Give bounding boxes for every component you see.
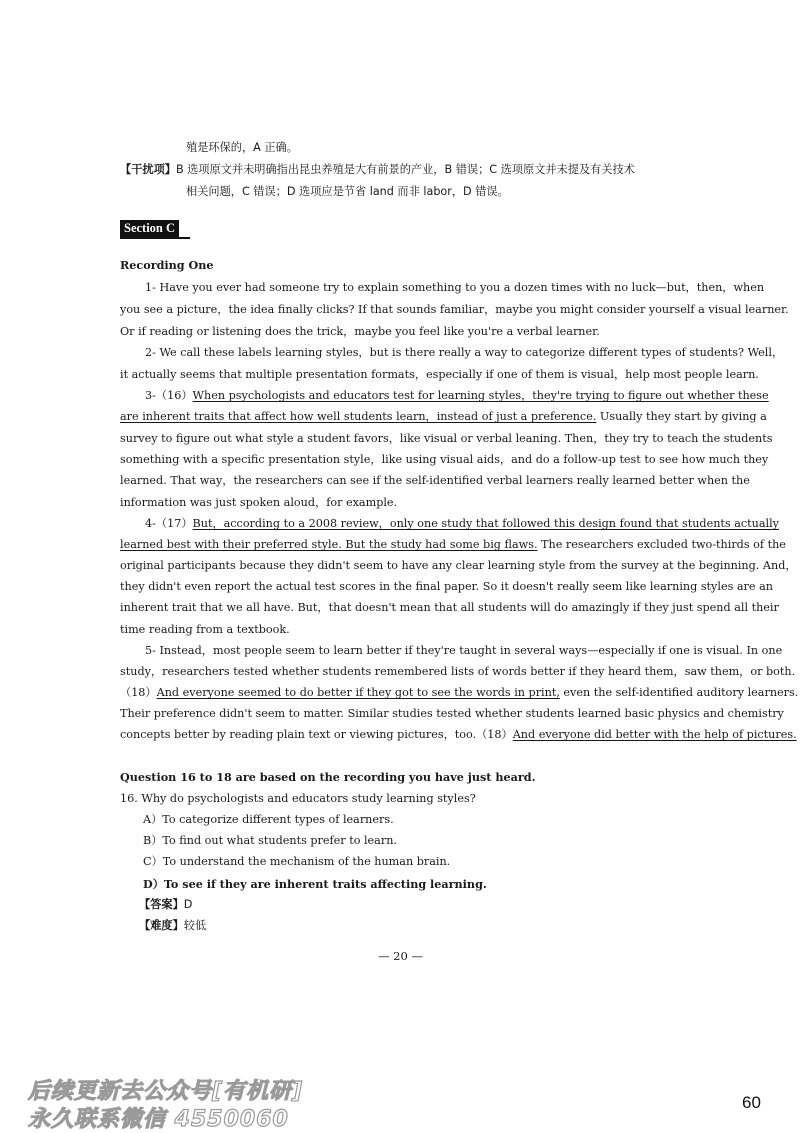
paragraph-3-line-6: information was just spoken aloud，for example. <box>120 496 398 509</box>
answer-value: D <box>183 898 193 911</box>
paragraph-1-line-3: Or if reading or listening does the trick，maybe you feel like you're a verbal learner. <box>120 325 600 338</box>
interference-text-1: B 选项原文并未明确指出昆虫养殖是大有前景的产业，B 错误；C 选项原文并未提及有关技术 <box>175 163 635 176</box>
paragraph-1-line-2: you see a picture，the idea finally clicks? If that sounds familiar，maybe you might consider yourself a visual learner. <box>120 303 789 316</box>
key-sentence: learned best with their preferred style. But the study had some big flaws. <box>120 538 538 551</box>
interference-label: 【干扰项】 <box>120 163 176 176</box>
question-ref: 4-（17） <box>145 517 193 530</box>
section-underline <box>120 237 190 239</box>
paragraph-4-line-1 <box>145 517 779 531</box>
option-b: B）To find out what students prefer to learn. <box>143 834 397 847</box>
paragraph-5-line-1: 5- Instead，most people seem to learn better if they're taught in several ways—especially if one is visual. In one <box>145 644 783 657</box>
paragraph-4-line-5: inherent trait that we all have. But，that doesn't mean that all students will do amazingly if they just spend all their <box>120 601 779 614</box>
paragraph-4-line-6: time reading from a textbook. <box>120 623 290 636</box>
question-ref: （18） <box>120 686 157 699</box>
sentence-text: even the self-identified auditory learners. <box>559 686 799 699</box>
paragraph-5-line-2: study，researchers tested whether students remembered lists of words better if they heard them，saw them，or both. <box>120 665 796 678</box>
sentence-text: Usually they start by giving a <box>596 410 767 423</box>
watermark-line-1: 后续更新去公众号[有机研] <box>28 1079 304 1104</box>
paragraph-2-line-2: it actually seems that multiple presentation formats，especially if one of them is visual，help most people learn. <box>120 368 759 381</box>
difficulty-value: 较低 <box>183 919 207 932</box>
sentence-text: concepts better by reading plain text or viewing pictures，too.（18） <box>120 728 513 741</box>
interference-note <box>120 163 635 177</box>
answer-label: 【答案】 <box>139 898 184 911</box>
page-number: — 20 — <box>378 949 423 963</box>
sentence-text: The researchers excluded two-thirds of the <box>537 538 786 551</box>
paragraph-3-line-1 <box>145 389 769 403</box>
question-ref: 3-（16） <box>145 389 193 402</box>
key-sentence: When psychologists and educators test for learning styles，they're trying to figure out whether these <box>192 389 769 402</box>
recording-title: Recording One <box>120 258 214 272</box>
difficulty-line <box>139 919 206 933</box>
paragraph-4-line-2 <box>120 538 786 552</box>
key-sentence: And everyone did better with the help of pictures. <box>512 728 797 741</box>
paragraph-5-line-5 <box>120 728 797 742</box>
key-sentence: are inherent traits that affect how well students learn，instead of just a preference. <box>120 410 597 423</box>
paragraph-5-line-3 <box>120 686 799 700</box>
option-c: C）To understand the mechanism of the human brain. <box>143 855 451 868</box>
paragraph-4-line-3: original participants because they didn't seem to have any clear learning style from the survey at the beginning. And， <box>120 559 797 572</box>
option-d: D）To see if they are inherent traits affecting learning. <box>143 877 487 891</box>
question-16-stem: 16. Why do psychologists and educators study learning styles? <box>120 792 476 805</box>
watermark-line-2: 永久联系微信 4550060 <box>28 1107 289 1132</box>
key-sentence: And everyone seemed to do better if they got to see the words in print, <box>156 686 560 699</box>
answer-line <box>139 898 192 912</box>
paragraph-3-line-5: learned. That way，the researchers can see if the self-identified verbal learners really learned better when the <box>120 474 750 487</box>
corner-page-number: 60 <box>742 1093 761 1112</box>
paragraph-5-line-4: Their preference didn't seem to matter. Similar studies tested whether students learned basic physics and chemistry <box>120 707 784 720</box>
interference-text-2: 相关问题，C 错误；D 选项应是节省 land 而非 labor，D 错误。 <box>186 185 509 198</box>
answer-continuation: 殖是环保的，A 正确。 <box>186 141 298 154</box>
paragraph-3-line-2 <box>120 410 767 424</box>
section-label: Section C <box>120 220 179 237</box>
paragraph-3-line-4: something with a specific presentation style，like using visual aids，and do a follow-up test to see how much they <box>120 453 769 466</box>
option-a: A）To categorize different types of learners. <box>143 813 394 826</box>
paragraph-4-line-4: they didn't even report the actual test scores in the final paper. So it doesn't really seem like learning styles are an <box>120 580 773 593</box>
paragraph-2-line-1: 2- We call these labels learning styles，but is there really a way to categorize different types of students? Well， <box>145 346 784 359</box>
difficulty-label: 【难度】 <box>139 919 184 932</box>
key-sentence: But，according to a 2008 review，only one study that followed this design found that students actually <box>192 517 779 530</box>
paragraph-3-line-3: survey to figure out what style a student favors，like visual or verbal leaning. Then，they try to teach the students <box>120 432 773 445</box>
paragraph-1-line-1: 1- Have you ever had someone try to explain something to you a dozen times with no luck—but，then，when <box>145 281 765 294</box>
questions-heading: Question 16 to 18 are based on the recording you have just heard. <box>120 770 536 784</box>
